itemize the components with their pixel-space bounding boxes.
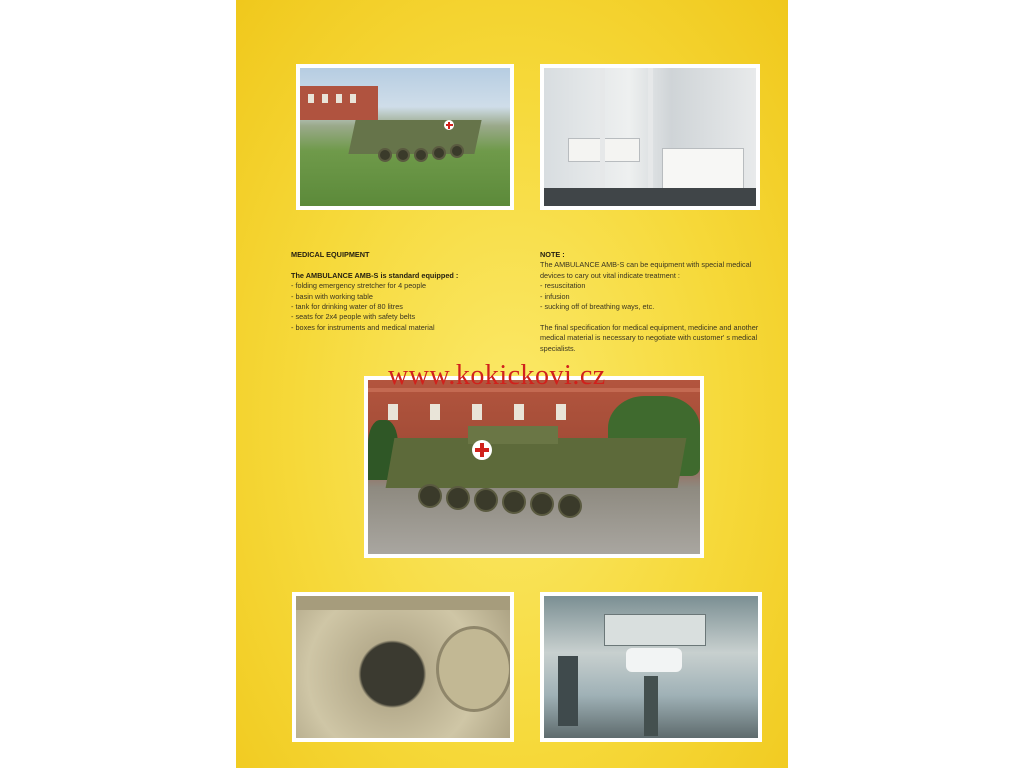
- photo-ambulance-on-grass: [296, 64, 514, 210]
- note-section: [540, 250, 768, 354]
- photo-driver-cockpit: [540, 592, 762, 742]
- section-heading: MEDICAL EQUIPMENT: [291, 250, 370, 259]
- note-intro: The AMBULANCE AMB-S can be equipment with special medical devices to cary out vital indicate treatment :: [540, 260, 752, 280]
- list-item: - basin with working table: [291, 291, 373, 301]
- list-item: - infusion: [540, 291, 570, 301]
- list-item: - boxes for instruments and medical material: [291, 322, 435, 332]
- brochure-page: [236, 0, 788, 768]
- watermark-text: www.kokickovi.cz: [388, 360, 606, 391]
- note-final: The final specification for medical equipment, medicine and another medical material is necessary to negotiate with customer' s medical specialists.: [540, 322, 759, 353]
- photo-ambulance-vehicle: [364, 376, 704, 558]
- list-item: - resuscitation: [540, 281, 586, 291]
- photo-ambulance-interior: [540, 64, 760, 210]
- list-item: - folding emergency stretcher for 4 people: [291, 281, 427, 291]
- list-item: - sucking off of breathing ways, etc.: [540, 302, 655, 312]
- list-item: - tank for drinking water of 80 litres: [291, 302, 403, 312]
- equipment-list: [291, 281, 511, 333]
- photo-open-hatch: [292, 592, 514, 742]
- treatment-list: [540, 281, 768, 312]
- medical-equipment-section: [291, 250, 511, 333]
- section-subheading: The AMBULANCE AMB-S is standard equipped :: [291, 270, 459, 280]
- note-heading: NOTE :: [540, 250, 565, 259]
- list-item: - seats for 2x4 people with safety belts: [291, 312, 416, 322]
